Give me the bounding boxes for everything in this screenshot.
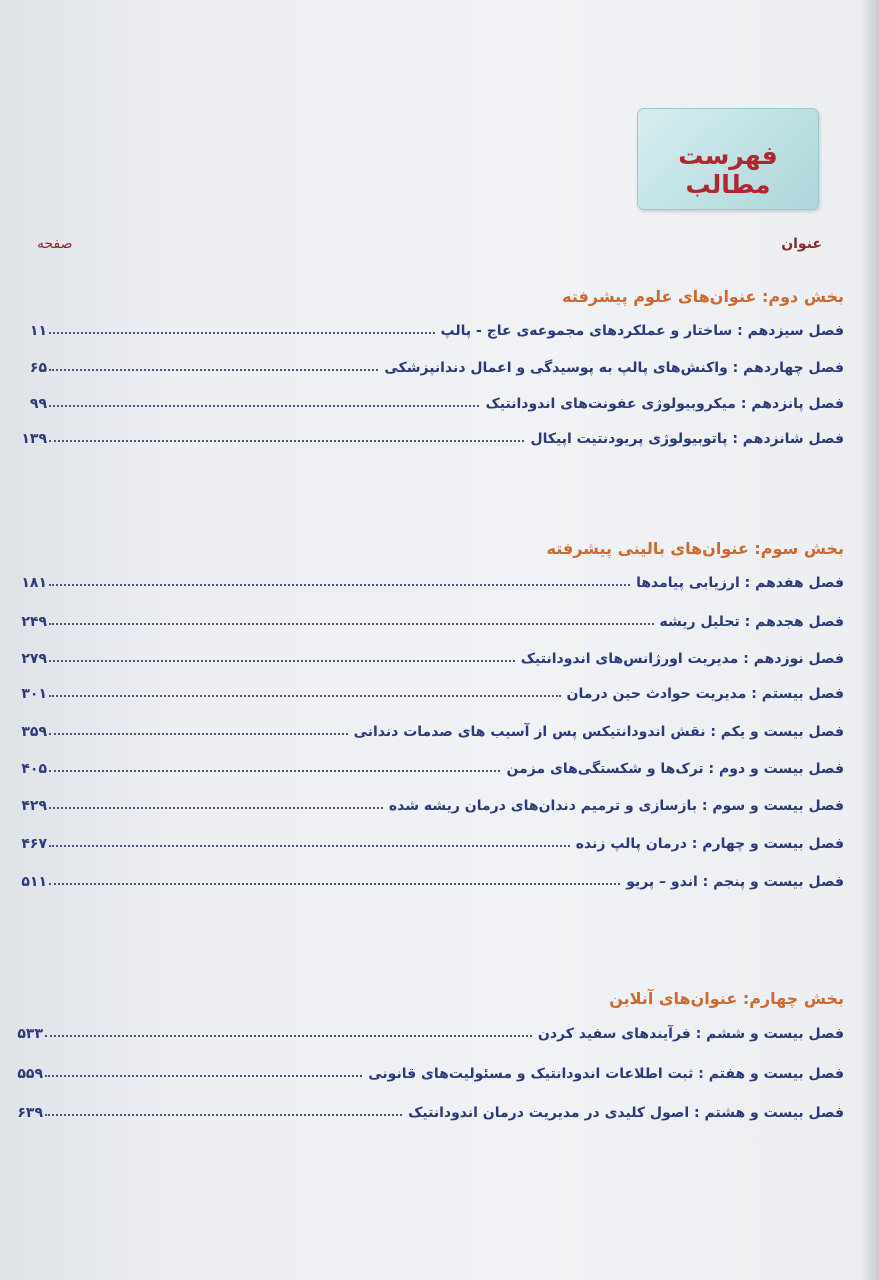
chapter-page: ۲۴۹ [21,614,47,630]
column-header-page: صفحه [37,236,73,252]
dot-leader [49,883,620,885]
toc-row[interactable] [0,1105,879,1129]
chapter-page: ۵۳۳ [17,1026,43,1042]
toc-row[interactable] [0,575,879,599]
dot-leader [49,332,435,334]
toc-row[interactable] [0,724,879,748]
dot-leader [49,845,570,847]
chapter-label: فصل بیست و سوم : بازسازی و ترمیم دندان‌های درمان ریشه شده [388,798,844,814]
chapter-page: ۵۵۹ [17,1066,43,1082]
chapter-label: فصل پانزدهم : میکروبیولوژی عفونت‌های اندودانتیک [485,396,844,412]
chapter-label: فصل چهاردهم : واکنش‌های پالپ به پوسیدگی و اعمال دندانپزشکی [384,360,844,376]
dot-leader [49,807,383,809]
toc-row[interactable] [0,431,879,455]
chapter-page: ۶۳۹ [17,1105,43,1121]
dot-leader [45,1075,362,1077]
chapter-page: ۴۲۹ [21,798,47,814]
chapter-label: فصل بیست و ششم : فرآیندهای سفید کردن [537,1026,844,1042]
chapter-label: فصل بیستم : مدیریت حوادث حین درمان [566,686,844,702]
toc-row[interactable] [0,874,879,898]
chapter-page: ۵۱۱ [21,874,47,890]
dot-leader [45,1035,532,1037]
toc-row[interactable] [0,761,879,785]
chapter-page: ۳۰۱ [21,686,47,702]
dot-leader [49,584,630,586]
chapter-page: ۲۷۹ [21,651,47,667]
dot-leader [49,770,500,772]
dot-leader [49,695,561,697]
dot-leader [49,660,515,662]
toc-row[interactable] [0,614,879,638]
chapter-label: فصل شانزدهم : پاتوبیولوژی پریودنتیت اپیکال [530,431,844,447]
dot-leader [49,369,378,371]
toc-row[interactable] [0,396,879,420]
toc-row[interactable] [0,1026,879,1050]
chapter-page: ۱۸۱ [21,575,47,591]
toc-row[interactable] [0,1066,879,1090]
page-title: فهرست مطالب [678,141,778,199]
chapter-page: ۱۱ [29,323,47,339]
chapter-label: فصل هجدهم : تحلیل ریشه [659,614,844,630]
chapter-label: فصل بیست و هشتم : اصول کلیدی در مدیریت درمان اندودانتیک [408,1105,844,1121]
toc-title-box [637,108,819,210]
chapter-label: فصل بیست و هفتم : ثبت اطلاعات اندودانتیک و مسئولیت‌های قانونی [368,1066,844,1082]
chapter-label: فصل بیست و پنجم : اندو – پریو [626,874,844,890]
section-title: بخش چهارم: عنوان‌های آنلاین [609,989,844,1008]
chapter-page: ۳۵۹ [21,724,47,740]
chapter-label: فصل بیست و دوم : ترک‌ها و شکستگی‌های مزمن [506,761,844,777]
chapter-page: ۱۳۹ [21,431,47,447]
chapter-label: فصل بیست و یکم : نقش اندودانتیکس پس از آسیب های صدمات دندانی [353,724,844,740]
section-title: بخش سوم: عنوان‌های بالینی پیشرفته [546,539,844,558]
chapter-label: فصل سیزدهم : ساختار و عملکردهای مجموعه‌ی عاج - پالپ [440,323,844,339]
chapter-page: ۴۶۷ [21,836,47,852]
dot-leader [49,623,654,625]
chapter-page: ۴۰۵ [21,761,47,777]
column-header-title: عنوان [781,236,822,252]
chapter-page: ۹۹ [29,396,47,412]
toc-row[interactable] [0,798,879,822]
toc-row[interactable] [0,360,879,384]
chapter-page: ۶۵ [29,360,47,376]
dot-leader [49,405,479,407]
dot-leader [49,440,524,442]
toc-row[interactable] [0,836,879,860]
section-title: بخش دوم: عنوان‌های علوم پیشرفته [562,287,844,306]
chapter-label: فصل نوزدهم : مدیریت اورژانس‌های اندودانتیک [520,651,844,667]
toc-row[interactable] [0,686,879,710]
chapter-label: فصل بیست و چهارم : درمان پالپ زنده [575,836,844,852]
dot-leader [49,733,348,735]
toc-row[interactable] [0,323,879,347]
chapter-label: فصل هفدهم : ارزیابی پیامدها [636,575,844,591]
dot-leader [45,1114,402,1116]
toc-row[interactable] [0,651,879,675]
